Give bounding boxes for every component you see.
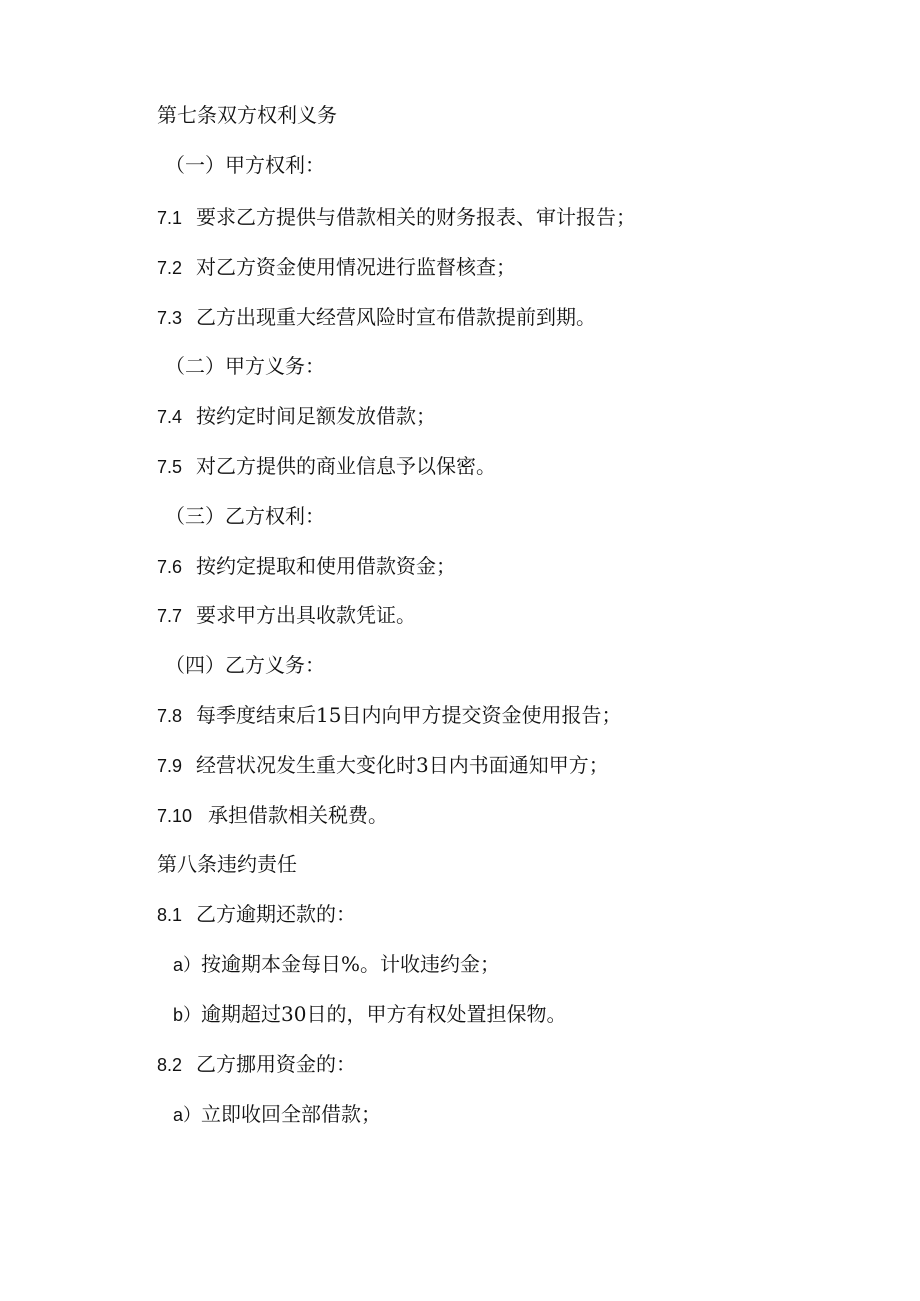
section-party-b-obligations: （四）乙方义务：: [165, 653, 325, 677]
clause-7-2: [157, 253, 516, 282]
sub-clause-8-2-a: [173, 1100, 381, 1129]
sub-clause-label: a）: [173, 955, 202, 975]
clause-7-9: [157, 751, 609, 780]
article-7-heading: 第七条双方权利义务: [157, 103, 337, 127]
clause-text: 要求甲方出具收款凭证。: [196, 603, 417, 627]
clause-7-5: [157, 452, 496, 481]
sub-clause-label: b）: [173, 1005, 202, 1025]
section-party-b-rights: （三）乙方权利：: [165, 504, 325, 528]
clause-7-7: [157, 601, 416, 630]
sub-clause-text: 立即收回全部借款；: [201, 1102, 382, 1126]
clause-number: 7.7: [157, 606, 183, 626]
clause-number: 8.2: [157, 1055, 183, 1075]
clause-text: 对乙方提供的商业信息予以保密。: [196, 454, 497, 478]
clause-7-4: [157, 402, 436, 431]
sub-clause-8-1-a: [173, 950, 500, 979]
clause-number: 7.10: [157, 806, 193, 826]
clause-number: 8.1: [157, 905, 183, 925]
clause-7-6: [157, 552, 456, 581]
clause-text: 每季度结束后15日内向甲方提交资金使用报告；: [196, 703, 622, 727]
clause-number: 7.1: [157, 208, 183, 228]
clause-text: 乙方挪用资金的：: [196, 1052, 357, 1076]
clause-8-2: [157, 1050, 356, 1079]
sub-clause-label: a）: [173, 1105, 202, 1125]
clause-text: 要求乙方提供与借款相关的财务报表、审计报告；: [196, 205, 637, 229]
clause-number: 7.8: [157, 706, 183, 726]
section-party-a-obligations: （二）甲方义务：: [165, 354, 325, 378]
clause-number: 7.3: [157, 308, 183, 328]
clause-text: 按约定提取和使用借款资金；: [196, 554, 457, 578]
clause-number: 7.4: [157, 407, 183, 427]
sub-clause-text: 按逾期本金每日%。计收违约金；: [201, 952, 501, 976]
section-party-a-rights: （一）甲方权利：: [165, 153, 325, 177]
sub-clause-text: 逾期超过30日的，甲方有权处置担保物。: [201, 1002, 567, 1026]
clause-text: 对乙方资金使用情况进行监督核查；: [196, 255, 517, 279]
clause-text: 乙方出现重大经营风险时宣布借款提前到期。: [196, 305, 597, 329]
clause-7-1: [157, 203, 636, 232]
article-8-heading: 第八条违约责任: [157, 852, 297, 876]
clause-number: 7.9: [157, 756, 183, 776]
clause-number: 7.5: [157, 457, 183, 477]
clause-number: 7.2: [157, 258, 183, 278]
clause-number: 7.6: [157, 557, 183, 577]
clause-text: 按约定时间足额发放借款；: [196, 404, 437, 428]
clause-text: 经营状况发生重大变化时3日内书面通知甲方；: [196, 753, 609, 777]
sub-clause-8-1-b: [173, 1000, 566, 1029]
clause-8-1: [157, 900, 356, 929]
clause-7-3: [157, 303, 596, 332]
clause-7-8: [157, 701, 621, 730]
clause-text: 乙方逾期还款的：: [196, 902, 357, 926]
clause-text: 承担借款相关税费。: [208, 803, 389, 827]
clause-7-10: [157, 801, 388, 830]
